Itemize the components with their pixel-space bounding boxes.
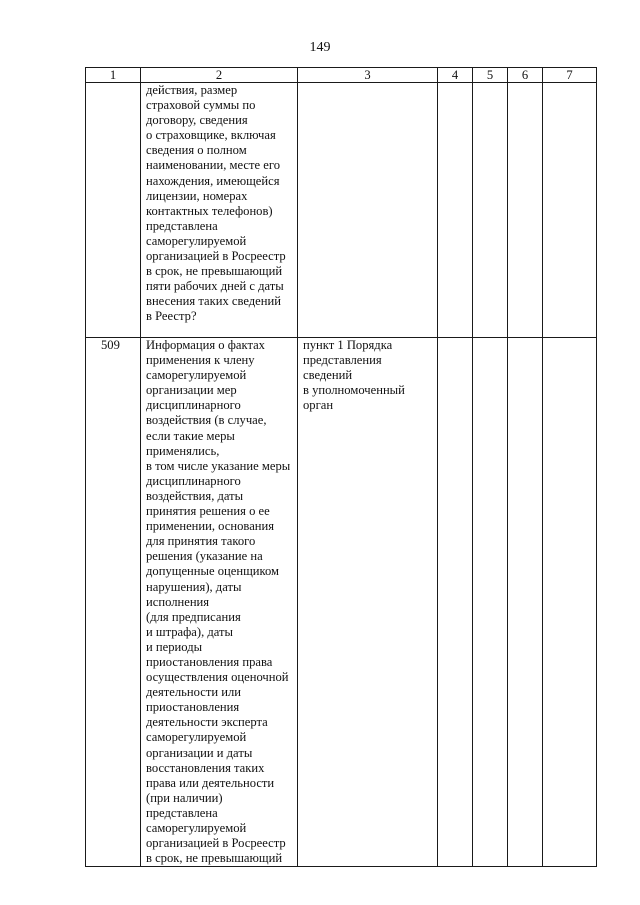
row-number-cell <box>86 338 141 867</box>
description-cell <box>141 83 298 338</box>
col4-cell <box>438 83 473 338</box>
col5-cell <box>473 338 508 867</box>
basis-cell <box>298 338 438 867</box>
row-number: 509 <box>101 338 120 352</box>
col6-cell <box>508 338 543 867</box>
header-col-3: 3 <box>298 68 438 83</box>
table-row <box>86 83 597 338</box>
description-cell <box>141 338 298 867</box>
col5-cell <box>473 83 508 338</box>
row-description: Информация о фактах применения к члену саморегулируемой организации мер дисциплинарного воздействия (в случае, если такие меры применялись, в том числе указание меры дисциплинарного воздействия, даты принятия решения о ее применении, основания для принятия такого решения (указание на допущенные оценщиком нарушения), даты исполнения (для предписания и штрафа), даты и периоды приостановления права осуществления оценочной деятельности или приостановления деятельности эксперта саморегулируемой организации и даты восстановления таких права или деятельности (при наличии) представлена саморегулируемой организацией в Росреестр в срок, не превышающий <box>146 338 291 866</box>
col4-cell <box>438 338 473 867</box>
header-col-4: 4 <box>438 68 473 83</box>
row-number-cell <box>86 83 141 338</box>
page-number: 149 <box>309 40 331 55</box>
basis-cell <box>298 83 438 338</box>
table-row <box>86 338 597 867</box>
header-col-6: 6 <box>508 68 543 83</box>
requirements-table <box>85 67 597 867</box>
header-col-5: 5 <box>473 68 508 83</box>
header-col-1: 1 <box>86 68 141 83</box>
col6-cell <box>508 83 543 338</box>
col7-cell <box>543 83 597 338</box>
header-col-7: 7 <box>543 68 597 83</box>
col7-cell <box>543 338 597 867</box>
row-basis: пункт 1 Порядка представления сведений в уполномоченный орган <box>303 338 405 413</box>
row-description: действия, размер страховой суммы по договору, сведения о страховщике, включая сведения о полном наименовании, месте его нахождения, имеющейся лицензии, номерах контактных телефонов) представлена саморегулируемой организацией в Росреестр в срок, не превышающий пяти рабочих дней с даты внесения таких сведений в Реестр? <box>146 83 286 324</box>
table-header-row <box>86 68 597 83</box>
header-col-2: 2 <box>141 68 298 83</box>
